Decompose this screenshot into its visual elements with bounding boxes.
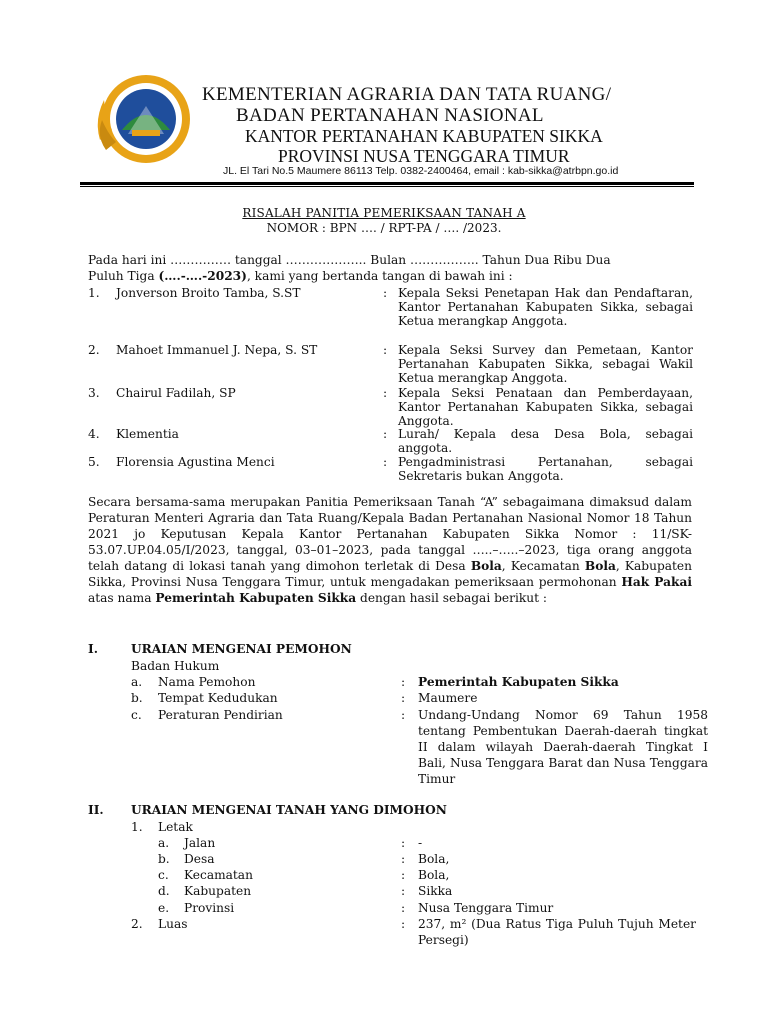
member-1-colon: : — [383, 286, 388, 300]
member-2-role: Kepala Seksi Survey dan Pemetaan, Kantor Pertanahan Kabupaten Sikka, sebagai Wakil Ketua merangkap Anggota. — [398, 343, 693, 385]
s1-item-a-letter: a. — [131, 675, 143, 689]
intro-text: Puluh Tiga — [88, 269, 159, 283]
s2-item-a-letter: a. — [158, 836, 170, 850]
s2-item-e-colon: : — [401, 901, 406, 915]
body-pemohon: Pemerintah Kabupaten Sikka — [155, 591, 357, 605]
s2-item-d-colon: : — [401, 884, 406, 898]
member-3-colon: : — [383, 386, 388, 400]
body-text-4: atas nama — [88, 591, 156, 605]
s2-item-c-colon: : — [401, 868, 406, 882]
s2-luas-label: Luas — [158, 917, 188, 931]
member-5-number: 5. — [88, 455, 100, 469]
member-1-number: 1. — [88, 286, 100, 300]
s1-item-b-value: Maumere — [418, 691, 478, 705]
body-paragraph — [88, 494, 692, 606]
body-hak: Hak Pakai — [621, 575, 692, 589]
s1-item-b-colon: : — [401, 691, 406, 705]
document-title: RISALAH PANITIA PEMERIKSAAN TANAH A — [242, 206, 526, 220]
s2-item-c-letter: c. — [158, 868, 169, 882]
member-5-role: Pengadministrasi Pertanahan, sebagai Sekretaris bukan Anggota. — [398, 455, 693, 483]
s2-luas-colon: : — [401, 917, 406, 931]
member-1-name: Jonverson Broito Tamba, S.ST — [116, 286, 301, 300]
s1-item-c-value: Undang-Undang Nomor 69 Tahun 1958 tentang Pembentukan Daerah-daerah tingkat II dalam wilayah Daerah-daerah Tingkat I Bali, Nusa Tenggara Barat dan Nusa Tenggara Timur — [418, 708, 708, 786]
member-4-colon: : — [383, 427, 388, 441]
s1-item-c-letter: c. — [131, 708, 142, 722]
province-name: PROVINSI NUSA TENGGARA TIMUR — [278, 146, 570, 166]
document-number: NOMOR : BPN …. / RPT-PA / …. /2023. — [266, 221, 502, 235]
section-1-title: URAIAN MENGENAI PEMOHON — [131, 642, 352, 656]
s2-luas-value: 237, m² (Dua Ratus Tiga Puluh Tujuh Meter Persegi) — [418, 917, 696, 947]
bpn-logo — [92, 70, 196, 168]
s2-item-a-colon: : — [401, 836, 406, 850]
intro-text-end: , kami yang bertanda tangan di bawah ini : — [246, 269, 513, 283]
ministry-name: KEMENTERIAN AGRARIA DAN TATA RUANG/ — [202, 84, 612, 105]
s1-item-b-letter: b. — [131, 691, 143, 705]
s2-item-b-letter: b. — [158, 852, 170, 866]
member-5-name: Florensia Agustina Menci — [116, 455, 275, 469]
member-2-number: 2. — [88, 343, 100, 357]
section-1-subtitle: Badan Hukum — [131, 659, 220, 673]
s2-item-b-value: Bola, — [418, 852, 450, 866]
s2-item-b-colon: : — [401, 852, 406, 866]
s2-item-c-value: Bola, — [418, 868, 450, 882]
s2-item-d-label: Kabupaten — [184, 884, 252, 898]
s2-item-d-value: Sikka — [418, 884, 453, 898]
s2-luas-number: 2. — [131, 917, 143, 931]
body-text-3: , Kabupaten Sikka, Provinsi Nusa Tenggara Timur, untuk mengadakan pemeriksaan permohonan — [88, 559, 692, 589]
section-2-roman: II. — [88, 803, 104, 817]
body-kecamatan: Bola — [584, 559, 616, 573]
body-text-5: dengan hasil sebagai berikut : — [356, 591, 547, 605]
member-4-role: Lurah/ Kepala desa Desa Bola, sebagai anggota. — [398, 427, 693, 455]
member-4-number: 4. — [88, 427, 100, 441]
header-rule-thin — [80, 186, 694, 187]
s1-item-c-label: Peraturan Pendirian — [158, 708, 283, 722]
s2-item-e-value: Nusa Tenggara Timur — [418, 901, 554, 915]
member-4-name: Klementia — [116, 427, 179, 441]
s1-item-a-colon: : — [401, 675, 406, 689]
agency-name: BADAN PERTANAHAN NASIONAL — [236, 105, 544, 126]
header-rule — [80, 182, 694, 185]
s2-item-c-label: Kecamatan — [184, 868, 253, 882]
member-2-colon: : — [383, 343, 388, 357]
s2-item-a-label: Jalan — [184, 836, 216, 850]
office-name: KANTOR PERTANAHAN KABUPATEN SIKKA — [245, 126, 603, 146]
member-1-role: Kepala Seksi Penetapan Hak dan Pendaftaran, Kantor Pertanahan Kabupaten Sikka, sebagai Ketua merangkap Anggota. — [398, 286, 693, 328]
s2-item-e-label: Provinsi — [184, 901, 235, 915]
intro-date: (….-….-2023) — [158, 269, 247, 283]
s2-letak-number: 1. — [131, 820, 143, 834]
s2-letak-label: Letak — [158, 820, 193, 834]
body-text-1: Secara bersama-sama merupakan Panitia Pemeriksaan Tanah “A” sebagaimana dimaksud dalam Peraturan Menteri Agraria dan Tata Ruang/Kepala Badan Pertanahan Nasional Nomor 18 Tahun 2021 jo Keputusan Kepala Kantor Pertanahan Kabupaten Sikka Nomor : 11/SK-53.07.UP.04.05/I/2023, tanggal, 03–01–2023, pada tanggal …..–…..–2023, tiga orang anggota telah datang di lokasi tanah yang dimohon terletak di Desa — [88, 495, 692, 573]
s2-item-b-label: Desa — [184, 852, 215, 866]
s2-item-e-letter: e. — [158, 901, 170, 915]
s2-item-d-letter: d. — [158, 884, 170, 898]
member-2-name: Mahoet Immanuel J. Nepa, S. ST — [116, 343, 318, 357]
office-address: JL. El Tari No.5 Maumere 86113 Telp. 0382-2400464, email : kab-sikka@atrbpn.go.id — [223, 165, 619, 177]
intro-line-2 — [88, 268, 692, 284]
s1-item-a-label: Nama Pemohon — [158, 675, 256, 689]
s1-item-b-label: Tempat Kedudukan — [158, 691, 278, 705]
s1-item-c-colon: : — [401, 708, 406, 722]
section-1-roman: I. — [88, 642, 98, 656]
member-5-colon: : — [383, 455, 388, 469]
body-text-2: , Kecamatan — [501, 559, 585, 573]
s2-item-a-value: - — [418, 836, 423, 850]
section-2-title: URAIAN MENGENAI TANAH YANG DIMOHON — [131, 803, 447, 817]
member-3-name: Chairul Fadilah, SP — [116, 386, 236, 400]
intro-line-1: Pada hari ini …………… tanggal ……………….. Bulan …………….. Tahun Dua Ribu Dua — [88, 253, 611, 267]
member-3-role: Kepala Seksi Penataan dan Pemberdayaan, Kantor Pertanahan Kabupaten Sikka, sebagai Anggota. — [398, 386, 693, 428]
s1-item-a-value: Pemerintah Kabupaten Sikka — [418, 675, 619, 689]
body-desa: Bola — [470, 559, 502, 573]
member-3-number: 3. — [88, 386, 100, 400]
